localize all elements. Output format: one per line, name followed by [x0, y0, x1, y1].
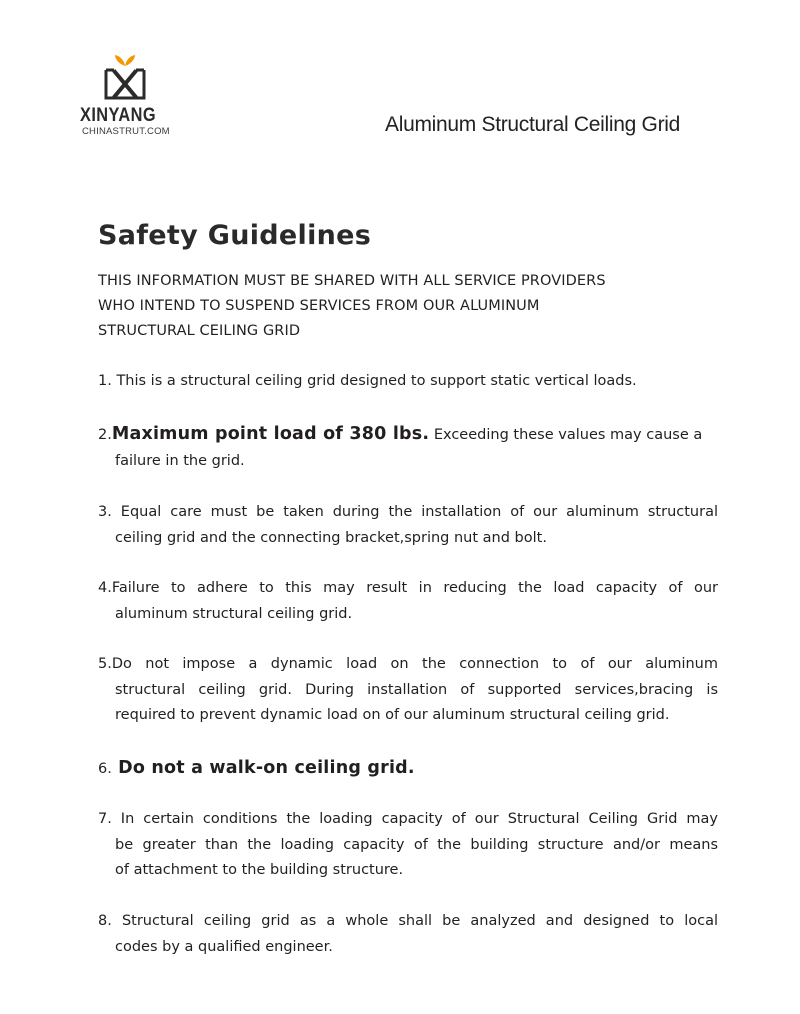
guideline-line: codes by a qualified engineer.	[115, 938, 333, 955]
brand-name: XINYANG	[80, 105, 156, 126]
guideline-line	[98, 422, 718, 449]
guideline-number: 2.	[98, 427, 112, 443]
guideline-item-8	[98, 909, 718, 960]
guideline-item-6	[98, 756, 718, 783]
walk-on-emphasis: Do not a walk-on ceiling grid.	[111, 758, 415, 778]
guideline-item-4	[98, 576, 718, 627]
guideline-line: 4.Failure to adhere to this may result in reducing the load capacity of our	[98, 580, 718, 596]
intro-line: WHO INTEND TO SUSPEND SERVICES FROM OUR ALUMINUM	[98, 298, 540, 314]
guideline-item-5	[98, 652, 718, 729]
guideline-item-1	[98, 369, 718, 395]
guideline-line: be greater than the loading capacity of the building structure and/or means	[115, 836, 718, 853]
guideline-line: ceiling grid and the connecting bracket,spring nut and bolt.	[115, 529, 547, 546]
guideline-item-3	[98, 500, 718, 551]
xinyang-logo-icon	[102, 52, 148, 102]
intro-line: STRUCTURAL CEILING GRID	[98, 323, 301, 339]
guideline-line: failure in the grid.	[115, 452, 245, 469]
guideline-line: 8. Structural ceiling grid as a whole shall be analyzed and designed to local	[98, 913, 718, 929]
guideline-item-2	[98, 422, 718, 474]
header-title: Aluminum Structural Ceiling Grid	[385, 113, 681, 136]
guideline-text: Exceeding these values may cause a	[429, 427, 703, 443]
guideline-line: aluminum structural ceiling grid.	[115, 605, 353, 622]
guideline-line: of attachment to the building structure.	[115, 862, 404, 878]
guideline-line	[98, 756, 718, 783]
guideline-line: 5.Do not impose a dynamic load on the connection to of our aluminum	[98, 656, 718, 672]
guideline-line: required to prevent dynamic load on of our aluminum structural ceiling grid.	[115, 707, 670, 723]
max-load-emphasis: Maximum point load of 380 lbs.	[111, 424, 430, 444]
page-title: Safety Guidelines	[98, 220, 372, 251]
guideline-line: 7. In certain conditions the loading capacity of our Structural Ceiling Grid may	[98, 811, 718, 827]
guideline-line: 1. This is a structural ceiling grid designed to support static vertical loads.	[98, 373, 637, 389]
guideline-number: 6.	[98, 761, 112, 777]
intro-notice	[98, 269, 718, 344]
intro-line: THIS INFORMATION MUST BE SHARED WITH ALL SERVICE PROVIDERS	[98, 273, 606, 289]
guideline-line: 3. Equal care must be taken during the installation of our aluminum structural	[98, 504, 718, 520]
brand-url: CHINASTRUT.COM	[82, 126, 170, 137]
guideline-item-7	[98, 807, 718, 884]
guideline-line: structural ceiling grid. During installation of supported services,bracing is	[115, 681, 718, 698]
